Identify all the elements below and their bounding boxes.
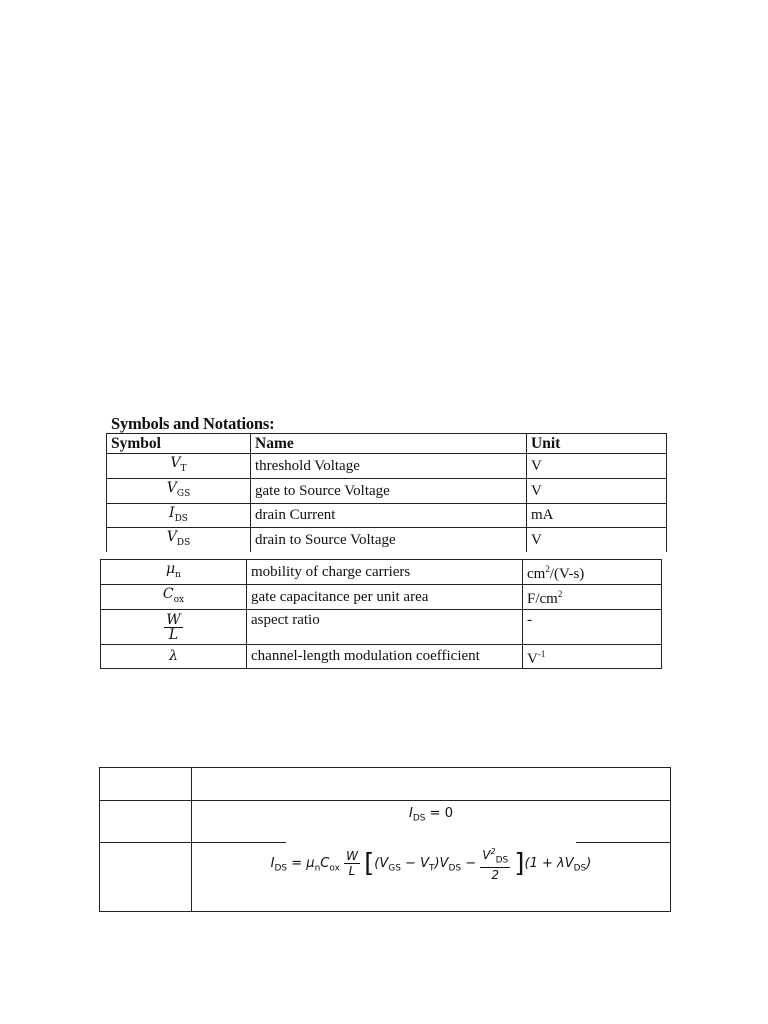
name-cell: channel-length modulation coefficient [247,644,523,668]
table-row [107,454,667,479]
name-cell: threshold Voltage [251,454,527,479]
header-unit: Unit [527,434,667,454]
table-row [100,843,671,912]
unit-cell: mA [527,503,667,528]
table-row [107,503,667,528]
table-row [101,560,662,585]
name-cell: aspect ratio [247,609,523,644]
unit-cell: V [527,454,667,479]
unit-cell: V [527,528,667,552]
unit-cell: V [527,478,667,503]
header-name: Name [251,434,527,454]
symbol-cell: $\mu_n$ [101,560,247,585]
name-cell: gate to Source Voltage [251,478,527,503]
name-cell: mobility of charge carriers [247,560,523,585]
table-row [107,528,667,552]
name-cell: gate capacitance per unit area [247,584,523,609]
equation-current: $I_{DS} = \mu_nC_{ox}$ $\frac{W}{L}$ [$(V_{GS} - V_T)V_{DS}$ − $\frac{V^2_{DS}}{2}$ ]$(1 + \lambda V_{DS})$ [192,843,671,912]
symbol-cell: $C_{ox}$ [101,584,247,609]
symbol-cell: $V_{DS}$ [107,528,251,552]
table-row [101,584,662,609]
empty-cell [100,768,192,801]
symbols-table-top [106,433,667,552]
section-heading: Symbols and Notations: [111,414,275,433]
line-gap [286,841,576,844]
name-cell: drain Current [251,503,527,528]
table-row [101,609,662,644]
empty-cell [100,843,192,912]
symbol-cell: $\frac{W}{L}$ [101,609,247,644]
unit-cell: $V^{-1}$ [523,644,662,668]
symbol-cell: $V_{GS}$ [107,478,251,503]
unit-cell: $cm^2/(V-s)$ [523,560,662,585]
table-row [101,644,662,668]
header-symbol: Symbol [107,434,251,454]
unit-cell: - [523,609,662,644]
symbol-cell: $I_{DS}$ [107,503,251,528]
table-row [100,801,671,843]
table-row [107,478,667,503]
name-cell: drain to Source Voltage [251,528,527,552]
empty-cell [192,768,671,801]
symbols-table-bottom [100,559,662,669]
unit-cell: $F/cm^2$ [523,584,662,609]
equations-table [99,767,671,912]
table-row [100,768,671,801]
symbol-cell: λ [101,644,247,668]
empty-cell [100,801,192,843]
symbol-cell: $V_T$ [107,454,251,479]
equation-cutoff: $I_{DS} = 0$ [192,801,671,843]
